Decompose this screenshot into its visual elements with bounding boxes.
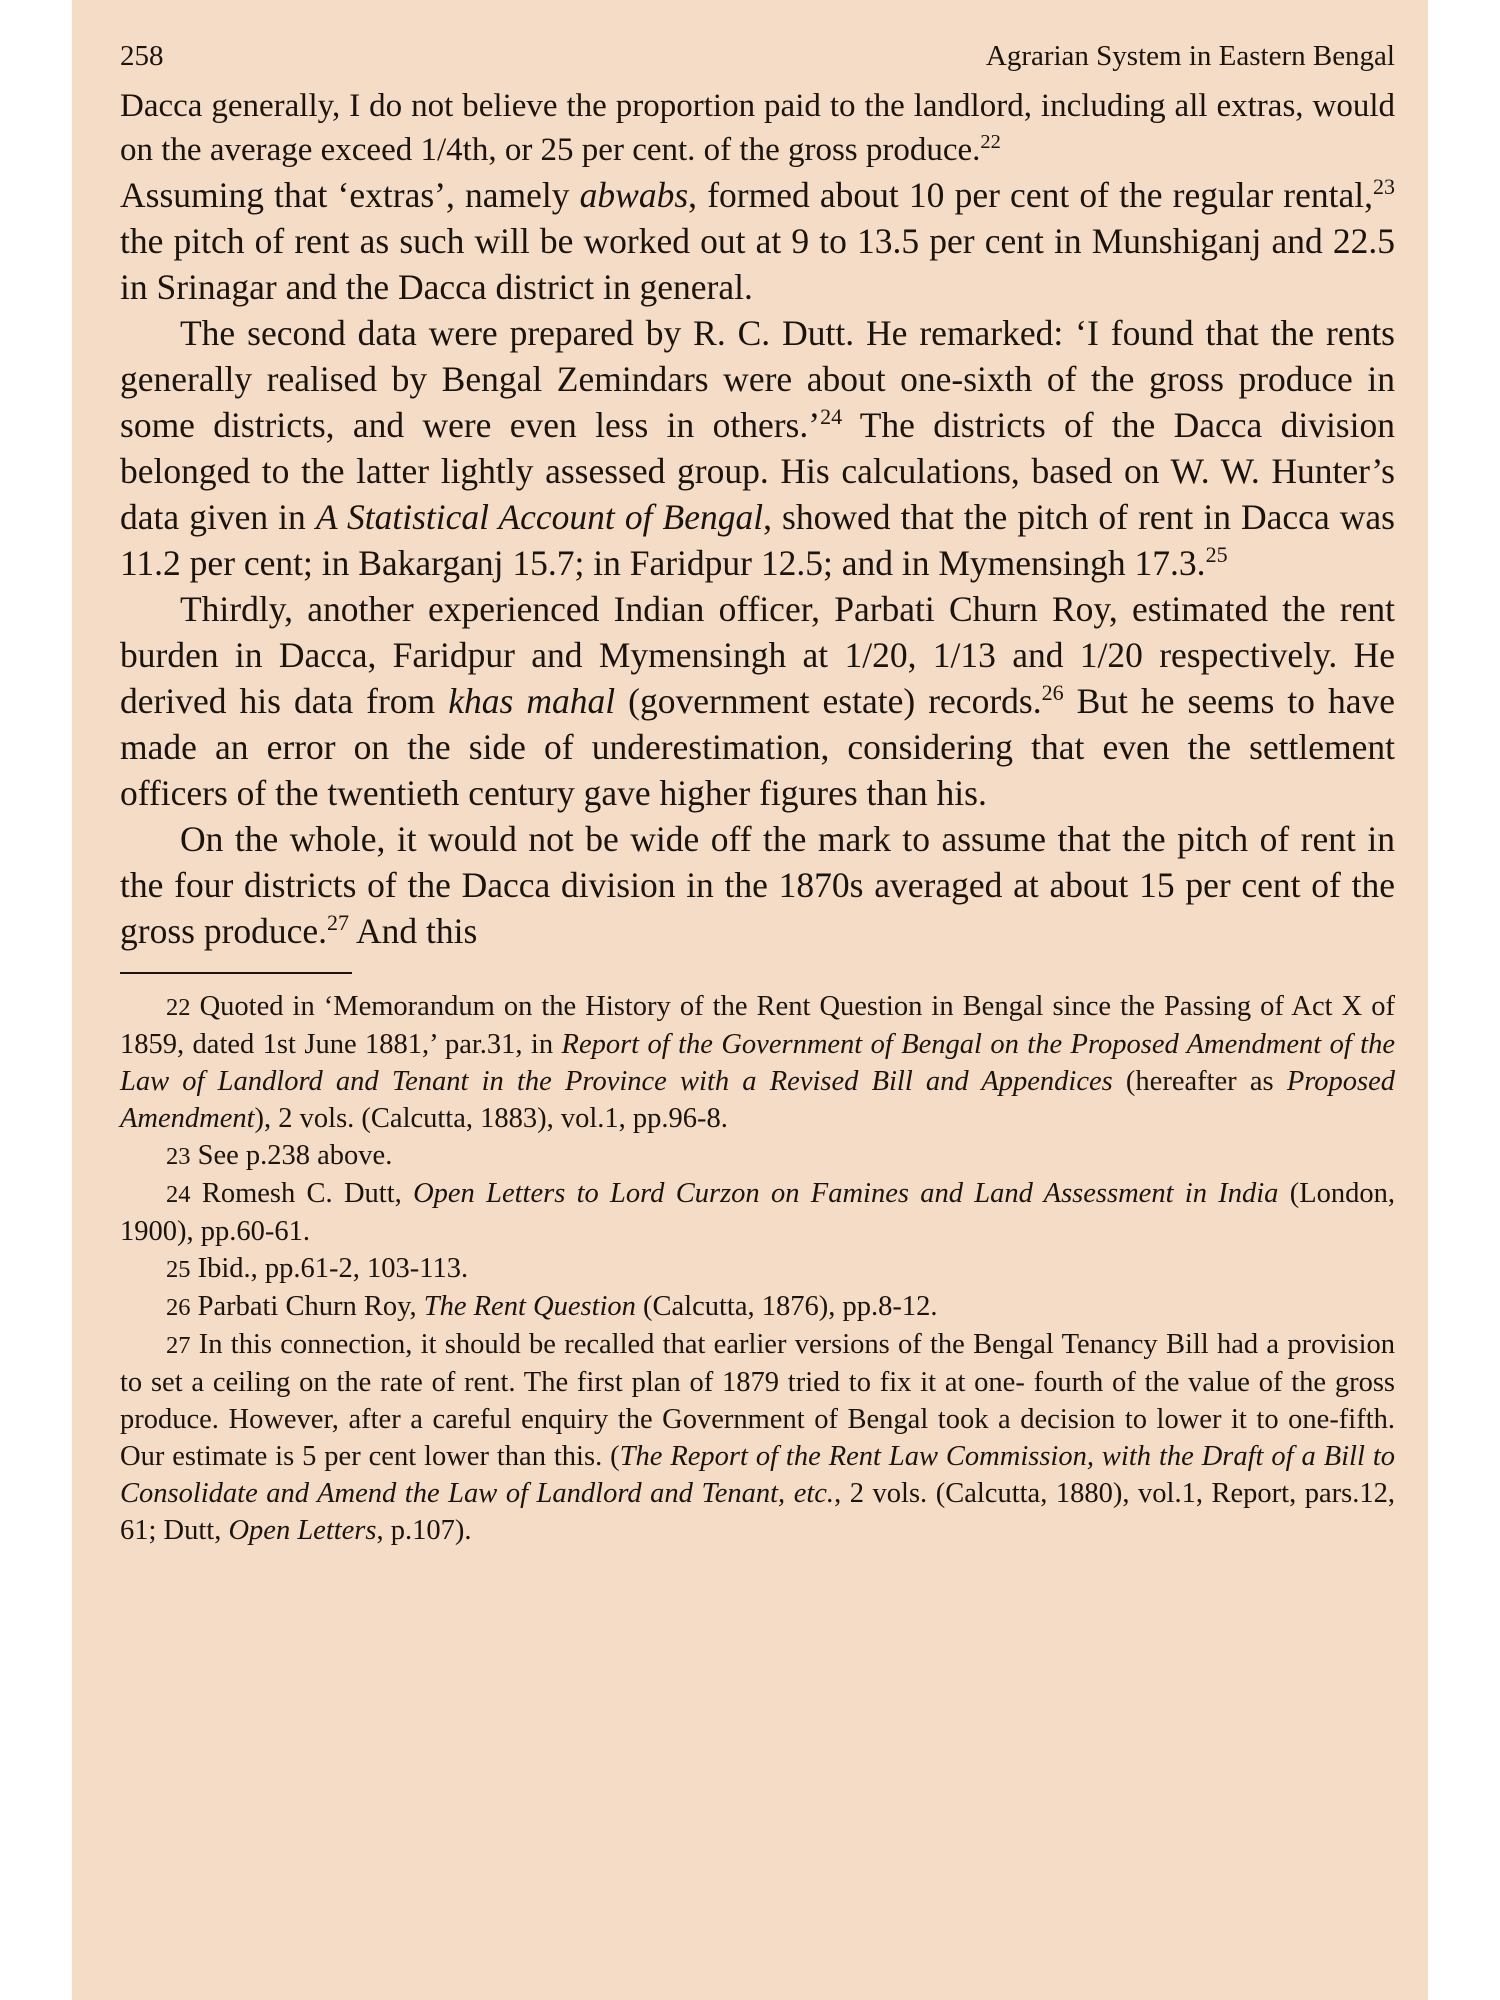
- footnote-ref-27: 27: [327, 910, 350, 936]
- footnote-24: 24 Romesh C. Dutt, Open Letters to Lord Curzon on Famines and Land Assessment in India (London, 1900), pp.60-61.: [120, 1178, 1396, 1247]
- page-content: [120, 40, 1395, 1549]
- footnote-25: 25 Ibid., pp.61-2, 103-113.: [166, 1253, 469, 1284]
- paragraph-1: Assuming that ‘extras’, namely abwabs, formed about 10 per cent of the regular rental,$^{23}$ the pitch of rent as such will be worked out at 9 to 13.5 per cent in Munshiganj and 22.5 in Srinagar and the Dacca district in general.: [120, 174, 1395, 307]
- footnote-ref-24: 24: [820, 404, 843, 430]
- footnote-ref-25: 25: [1205, 542, 1228, 568]
- footnote-23: 23 See p.238 above.: [166, 1140, 393, 1171]
- footnote-ref-23: 23: [1373, 174, 1395, 200]
- book-title: A Statistical Account of Bengal: [315, 497, 764, 537]
- footnote-divider: [120, 972, 352, 974]
- footnotes: [120, 988, 1395, 1549]
- book-page: [72, 0, 1428, 2000]
- paragraph-2: The second data were prepared by R. C. Dutt. He remarked: ‘I found that the rents generally realised by Bengal Zemindars were about one-sixth of the gross produce in some districts, and were even less in others.’$^{24}$ The districts of the Dacca division belonged to the latter lightly assessed group. His calculations, based on W. W. Hunter’s data given in A Statistical Account of Bengal, showed that the pitch of rent in Dacca was 11.2 per cent; in Bakarganj 15.7; in Faridpur 12.5; and in Mymensingh 17.3.25: [120, 313, 1395, 583]
- term-khas-mahal: khas mahal: [448, 681, 616, 721]
- paragraph-4: On the whole, it would not be wide off the mark to assume that the pitch of rent in the four districts of the Dacca division in the 1870s averaged at about 15 per cent of the gross produce.$^{27}$ And this: [120, 819, 1395, 951]
- page-number: 258: [120, 40, 164, 72]
- running-title: Agrarian System in Eastern Bengal: [985, 40, 1395, 72]
- footnote-26: 26 Parbati Churn Roy, The Rent Question (Calcutta, 1876), pp.8-12.: [166, 1291, 938, 1322]
- paragraph-3: Thirdly, another experienced Indian officer, Parbati Churn Roy, estimated the rent burden in Dacca, Faridpur and Mymensingh at 1/20, 1/13 and 1/20 respectively. He derived his data from khas mahal (government estate) records.$^{26}$ But he seems to have made an error on the side of underestimation, considering that even the settlement officers of the twentieth century gave higher figures than his.: [120, 589, 1395, 813]
- body-text: [120, 84, 1395, 954]
- footnote-27: 27 In this connection, it should be recalled that earlier versions of the Bengal Tenancy Bill had a provision to set a ceiling on the rate of rent. The first plan of 1879 tried to fix it at one- fourth of the value of the gross produce. However, after a careful enquiry the Government of Bengal took a decision to lower it to one-fifth. Our estimate is 5 per cent lower than this. (The Report of the Rent Law Commission, with the Draft of a Bill to Consolidate and Amend the Law of Landlord and Tenant, etc., 2 vols. (Calcutta, 1880), vol.1, Report, pars.12, 61; Dutt, Open Letters, p.107).: [120, 1329, 1395, 1546]
- footnote-ref-26: 26: [1041, 680, 1064, 706]
- running-header: [120, 40, 1395, 84]
- term-abwabs: abwabs: [579, 175, 689, 215]
- footnote-22: 22 Quoted in ‘Memorandum on the History of the Rent Question in Bengal since the Passing of Act X of 1859, dated 1st June 1881,’ par.31, in Report of the Government of Bengal on the Proposed Amendment of the Law of Landlord and Tenant in the Province with a Revised Bill and Appendices (hereafter as Proposed Amendment), 2 vols. (Calcutta, 1883), vol.1, pp.96-8.: [120, 991, 1396, 1134]
- block-quote: Dacca generally, I do not believe the proportion paid to the landlord, including all extras, would on the average exceed 1/4th, or 25 per cent. of the gross produce.$^{22}$: [120, 88, 1395, 168]
- footnote-ref-22: 22: [980, 131, 1001, 153]
